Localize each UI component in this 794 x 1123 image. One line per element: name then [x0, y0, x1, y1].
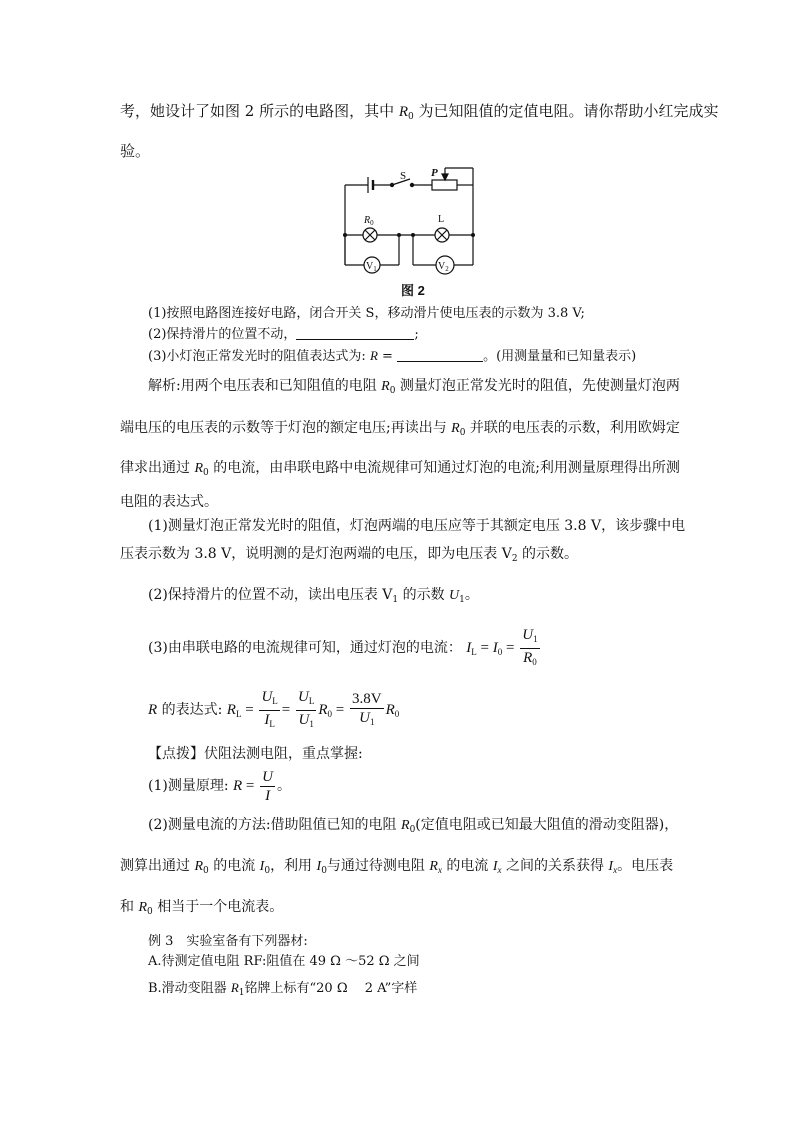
- tip-text: ，利用: [270, 858, 317, 874]
- symbol-i: I: [316, 859, 322, 874]
- figure-caption: 图 2: [401, 283, 425, 298]
- symbol-r0: R: [138, 900, 148, 915]
- subscript: x: [613, 865, 618, 875]
- subscript: 1: [392, 595, 399, 605]
- symbol-u: U: [359, 710, 370, 726]
- label-lamp: L: [438, 214, 445, 225]
- analysis-text: 解析:用两个电压表和已知阻值的电阻: [148, 378, 382, 394]
- subscript: 0: [497, 646, 503, 657]
- symbol-r0: R: [381, 379, 390, 394]
- subscript: 0: [409, 825, 416, 835]
- answer-text: 的示数。: [517, 546, 579, 562]
- label-slider: P: [431, 167, 438, 179]
- analysis-text: 测量灯泡正常发光时的阻值，先使测量灯泡两: [395, 378, 680, 394]
- example-title: 例 3 实验室备有下列器材:: [148, 934, 308, 949]
- symbol-i: I: [265, 788, 271, 805]
- subscript: 2: [511, 554, 518, 564]
- expression-label: 的表达式:: [157, 701, 227, 718]
- tip-text: 相当于一个电流表。: [152, 899, 284, 915]
- subscript: 0: [203, 468, 209, 478]
- subscript: L: [272, 696, 278, 706]
- subscript: 0: [532, 657, 537, 667]
- symbol-r0: R: [401, 818, 410, 833]
- tip-text: 的电流: [441, 858, 493, 874]
- symbol-u: U: [298, 712, 310, 728]
- subscript: 1: [533, 634, 538, 644]
- symbol-u: U: [298, 689, 309, 705]
- analysis-line-3: [120, 458, 680, 483]
- fraction-38v-u1: [350, 690, 384, 731]
- tip-2: [148, 815, 678, 840]
- step-2: [148, 325, 419, 345]
- tip-text: 的电流: [208, 858, 260, 874]
- tip-text: 与通过待测电阻: [326, 858, 430, 874]
- symbol-r0: R: [194, 859, 204, 874]
- label-v1: V: [366, 261, 374, 272]
- symbol-r0: R: [451, 421, 460, 436]
- subscript: 0: [389, 386, 396, 396]
- subscript: 0: [408, 112, 414, 122]
- symbol-r: R: [429, 859, 438, 874]
- tip-text: 。电压表: [617, 858, 674, 874]
- tip-text: (定值电阻或已知最大阻值的滑动变阻器)，: [415, 817, 679, 833]
- answer-text: 压表示数为 3.8 V，说明测的是灯泡两端的电压，即为电压表 V: [120, 546, 512, 562]
- step-3: [148, 346, 636, 367]
- answer-1-line-1: (1)测量灯泡正常发光时的阻值，灯泡两端的电压应等于其额定电压 3.8 V，该步骤中电: [148, 518, 686, 534]
- svg-text:V1: [366, 261, 377, 273]
- example-item-b: [148, 978, 417, 1003]
- symbol-r: R: [318, 701, 328, 718]
- step-3-note: 。(用测量量和已知量表示): [483, 349, 637, 364]
- subscript: x: [497, 865, 502, 875]
- tip-title: 【点拨】伏阻法测电阻，重点掌握:: [148, 746, 363, 762]
- slider-arrow: [442, 174, 448, 180]
- answer-blank-step-2: [296, 325, 414, 340]
- subscript: L: [308, 696, 315, 706]
- symbol-r: R: [385, 701, 395, 718]
- intro-line-2: 验。: [120, 142, 151, 160]
- answer-text: 。: [464, 587, 479, 603]
- subscript: 0: [147, 907, 153, 917]
- analysis-line-1: [148, 376, 680, 401]
- rheostat: [432, 180, 457, 190]
- intro-line-1: [120, 101, 719, 127]
- tip-4: [120, 897, 283, 922]
- label-switch: S: [400, 170, 407, 182]
- analysis-text: 的电流，由串联电路中电流规律可知通过灯泡的电流;利用测量原理得出所测: [208, 460, 680, 476]
- label-v2: V: [438, 261, 446, 272]
- symbol-u: U: [522, 627, 534, 643]
- analysis-line-2: [120, 418, 680, 443]
- tip-text: 。: [276, 778, 291, 794]
- subscript: 1: [309, 719, 314, 729]
- subscript: 0: [264, 866, 271, 876]
- symbol-i: I: [466, 639, 472, 656]
- subscript: 0: [203, 866, 209, 876]
- subscript: L: [471, 646, 477, 657]
- intro-text-a: 考，她设计了如图 2 所示的电路图，其中: [120, 102, 399, 120]
- symbol-u: U: [262, 769, 273, 786]
- symbol-r: R: [230, 980, 239, 995]
- symbol-r: R: [369, 348, 378, 363]
- svg-text:R0: [363, 215, 374, 227]
- label-r0-sub: 0: [370, 219, 374, 227]
- subscript: 0: [321, 866, 327, 876]
- symbol-i: I: [492, 639, 498, 656]
- step-2-text: (2)保持滑片的位置不动，: [148, 327, 297, 342]
- answer-text: 的示数: [398, 587, 450, 603]
- circuit-diagram: [335, 165, 485, 275]
- subscript: 1: [459, 595, 465, 605]
- answer-text: (2)保持滑片的位置不动，读出电压表 V: [148, 587, 393, 603]
- symbol-r: R: [148, 701, 158, 718]
- intro-text-b: 为已知阻值的定值电阻。请你帮助小红完成实: [413, 102, 719, 120]
- symbol-i: I: [492, 859, 498, 874]
- svg-text:V2: [438, 261, 449, 273]
- ohm-law-formula: R = $\frac{U}{I}$: [233, 769, 273, 805]
- subscript: 1: [369, 717, 375, 727]
- symbol-i: I: [264, 712, 270, 728]
- analysis-line-4: 电阻的表达式。: [120, 494, 218, 510]
- example-text: B.滑动变阻器: [148, 981, 231, 996]
- tip-text: (1)测量原理:: [148, 778, 233, 794]
- subscript: 1: [238, 988, 245, 998]
- analysis-text: 并联的电压表的示数，利用欧姆定: [465, 420, 680, 436]
- resistance-formula: $R_L$ = $\frac{U_L}{I_L}$ = $\frac{U_L}{U_1}$ $R_0$ = $\frac{3.8V}{U_1}$ $R_0$: [227, 702, 399, 718]
- fraction-ul-u1: [296, 688, 316, 733]
- tip-text: 之间的关系获得: [501, 858, 609, 874]
- subscript: L: [269, 719, 275, 729]
- symbol-i: I: [608, 859, 614, 874]
- step-2-end: ;: [414, 327, 419, 342]
- value-3-8v: 3.8V: [351, 691, 382, 707]
- symbol-u: U: [449, 588, 460, 603]
- label-v2-sub: 2: [445, 265, 449, 273]
- answer-text: (3)由串联电路的电流规律可知，通过灯泡的电流：: [148, 639, 462, 656]
- symbol-r: R: [233, 778, 243, 794]
- fraction-ul-il: [259, 688, 279, 733]
- answer-3: [148, 626, 542, 672]
- answer-2: [148, 585, 479, 610]
- step-3-text: (3)小灯泡正常发光时的阻值表达式为:: [148, 349, 370, 364]
- symbol-r0: R: [398, 104, 409, 120]
- fraction-u-i: [260, 768, 275, 805]
- fraction-u1-r0: [520, 626, 539, 671]
- answer-blank-step-3: [397, 347, 483, 362]
- tip-3: [120, 856, 673, 881]
- label-r0: R: [364, 215, 371, 226]
- symbol-u: U: [261, 689, 273, 705]
- symbol-r0: R: [194, 461, 204, 476]
- step-1: (1)按照电路图连接好电路，闭合开关 S，移动滑片使电压表的示数为 3.8 V;: [148, 306, 585, 321]
- tip-text: 测算出通过: [120, 858, 195, 874]
- subscript: L: [235, 708, 242, 719]
- tip-1: [148, 766, 291, 806]
- answer-1-line-2: [120, 544, 578, 569]
- subscript: 0: [394, 708, 400, 719]
- symbol-r: R: [523, 650, 533, 666]
- tip-text: 和: [120, 899, 139, 915]
- analysis-text: 律求出通过: [120, 460, 195, 476]
- example-item-a: A.待测定值电阻 RF:阻值在 49 Ω ～52 Ω 之间: [148, 954, 420, 969]
- example-text: 铭牌上标有“20 Ω 2 A”字样: [244, 981, 418, 996]
- symbol-r: R: [226, 701, 236, 718]
- label-v1-sub: 1: [373, 265, 377, 273]
- resistance-expression: [148, 688, 399, 734]
- analysis-text: 端电压的电压表的示数等于灯泡的额定电压;再读出与: [120, 420, 452, 436]
- subscript: x: [437, 865, 442, 875]
- subscript: 0: [459, 428, 466, 438]
- tip-text: (2)测量电流的方法:借助阻值已知的电阻: [148, 817, 401, 833]
- subscript: 0: [327, 708, 333, 719]
- symbol-i: I: [259, 859, 265, 874]
- equals: =: [377, 349, 398, 364]
- current-formula: $I_L = I_0$ = $\frac{U_1}{R_0}$: [466, 640, 541, 656]
